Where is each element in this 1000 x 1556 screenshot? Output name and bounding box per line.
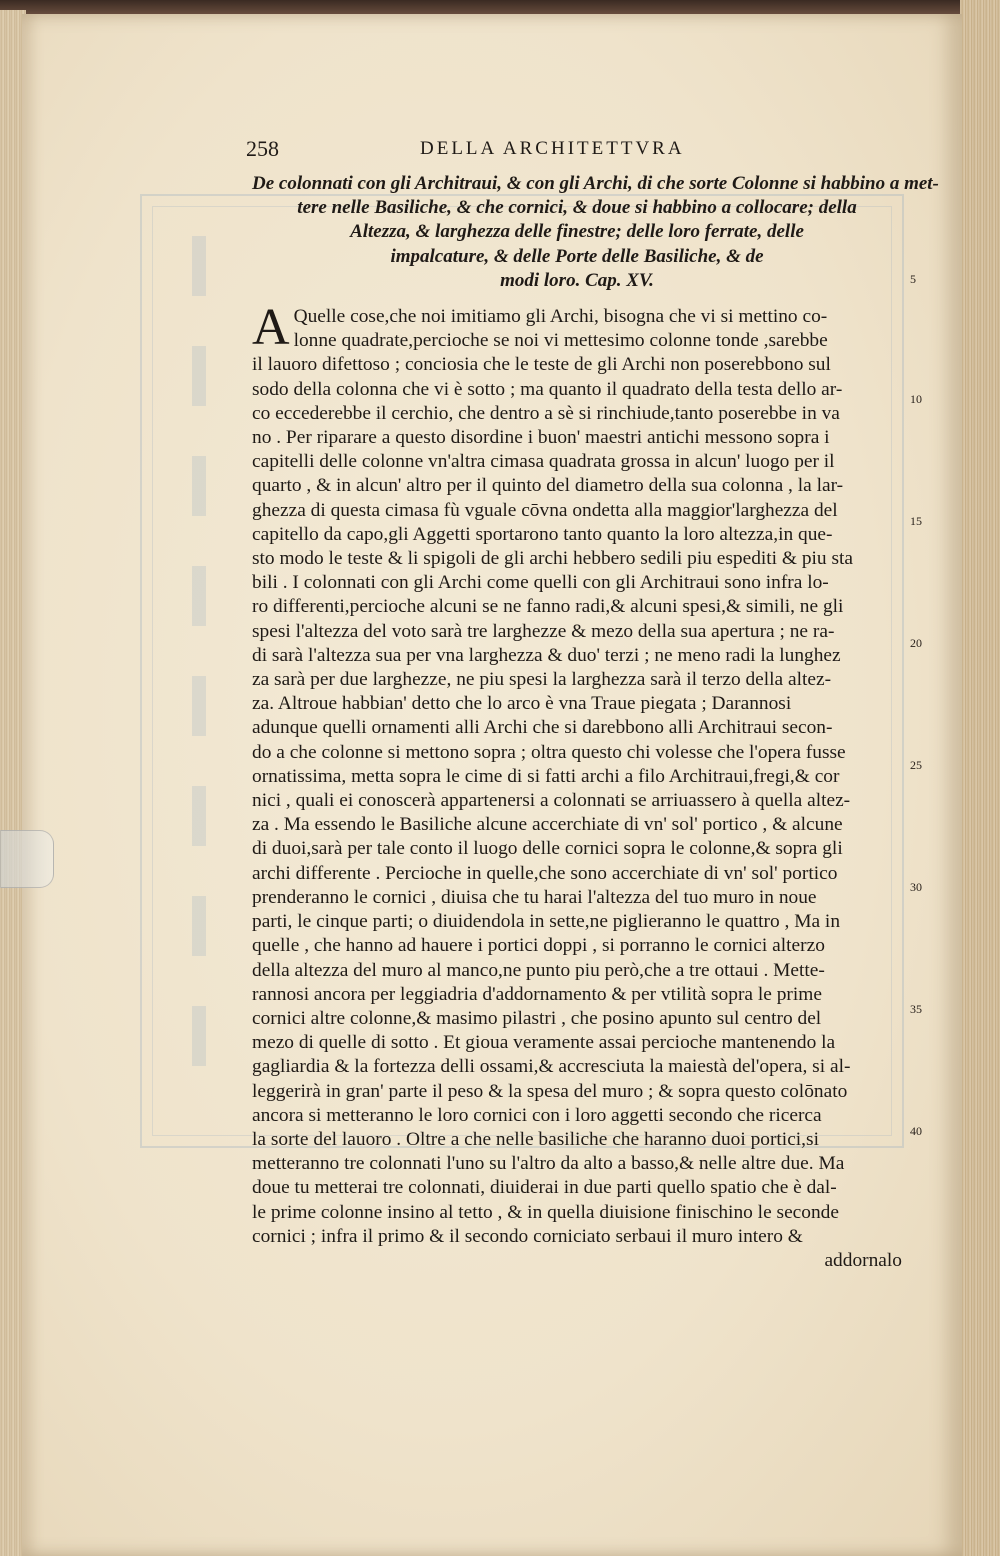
line-number: 5 <box>910 272 916 286</box>
text-line: za sarà per due larghezze, ne piu spesi la larghezza sarà il terzo della altez- <box>252 669 832 691</box>
page-clip <box>0 830 54 888</box>
text-line: leggerirà in gran' parte il peso & la spesa del muro ; & sopra questo colōnato <box>252 1080 848 1102</box>
text-line: za. Altroue habbian' detto che lo arco è vna Traue piegata ; Darannosi <box>252 693 792 715</box>
text-line: capitello da capo,gli Aggetti sportarono tanto quanto la loro altezza,in que- <box>252 523 833 545</box>
line-number: 15 <box>910 514 922 528</box>
text-line: di sarà l'altezza sua per vna larghezza & duo' terzi ; ne meno radi la lunghez <box>252 644 841 666</box>
text-line: il lauoro difettoso ; conciosia che le teste de gli Archi non poserebbono sul <box>252 354 831 376</box>
text-line: doue tu metterai tre colonnati, diuiderai in due parti quello spatio che è dal- <box>252 1177 837 1199</box>
right-page-edges <box>960 0 1000 1556</box>
text-line: le prime colonne insino al tetto , & in quella diuisione finischino le seconde <box>252 1201 839 1223</box>
heading-line: impalcature, & delle Porte delle Basiliche, & de <box>390 245 764 267</box>
line-number: 35 <box>910 1002 922 1016</box>
text-line: quelle , che hanno ad hauere i portici doppi , si porranno le cornici alterzo <box>252 935 825 957</box>
text-line: nici , quali ei conoscerà appartenersi a colonnati se arriuassero à quella altez- <box>252 790 851 812</box>
text-line: metteranno tre colonnati l'uno su l'altro da alto a basso,& nelle altre due. Ma <box>252 1153 845 1175</box>
line-number: 30 <box>910 880 922 894</box>
text-line: Quelle cose,che noi imitiamo gli Archi, bisogna che vi si mettino co- <box>293 306 828 328</box>
line-number: 10 <box>910 392 922 406</box>
text-line: lonne quadrate,percioche se noi vi mettesimo colonne tonde ,sarebbe <box>293 330 828 352</box>
heading-line: De colonnati con gli Architraui, & con gli Archi, di che sorte Colonne si habbino a met- <box>252 173 939 194</box>
page-number: 258 <box>246 136 279 161</box>
text-line: capitelli delle colonne vn'altra cimasa quadrata grossa in alcun' luogo per il <box>252 451 835 473</box>
text-line: gagliardia & la fortezza delli ossami,& accresciuta la maiestà del'opera, si al- <box>252 1056 851 1078</box>
drop-cap: A <box>252 299 290 357</box>
text-line: cornici ; infra il primo & il secondo corniciato serbaui il muro intero & <box>252 1225 803 1247</box>
running-title: DELLA ARCHITETTVRA <box>420 138 685 159</box>
text-line: mezo di quelle di sotto . Et gioua veramente assai percioche mantenendo la <box>252 1032 836 1054</box>
text-line: do a che colonne si mettono sopra ; oltra questo chi volesse che l'opera fusse <box>252 741 846 763</box>
text-line: ornatissima, metta sopra le cime di si fatti archi a filo Architraui,fregi,& cor <box>252 765 840 787</box>
text-line: cornici altre colonne,& masimo pilastri , che posino apunto sul centro del <box>252 1007 822 1029</box>
chapter-heading <box>252 172 939 293</box>
running-head <box>246 132 902 166</box>
text-line: prenderanno le cornici , diuisa che tu harai l'altezza del tuo muro in noue <box>252 886 817 908</box>
text-line: rannosi ancora per leggiadria d'addornamento & per vtilità sopra le prime <box>252 983 822 1005</box>
text-line: ro differenti,percioche alcuni se ne fanno radi,& alcuni spesi,& simili, ne gli <box>252 596 844 618</box>
heading-line: tere nelle Basiliche, & che cornici, & doue si habbino a collocare; della <box>297 197 857 219</box>
catchword: addornalo <box>824 1249 902 1271</box>
text-line: sto modo le teste & li spigoli de gli archi hebbero sedili piu espediti & piu sta <box>252 548 854 570</box>
book-page <box>22 14 962 1556</box>
text-line: no . Per riparare a questo disordine i buon' maestri antichi messono sopra i <box>252 427 830 449</box>
text-line: bili . I colonnati con gli Archi come quelli con gli Architraui sono infra lo- <box>252 572 829 594</box>
text-line: ancora si metteranno le loro cornici con i loro aggetti secondo che ricerca <box>252 1104 822 1126</box>
body-text <box>252 299 902 1273</box>
heading-line: Altezza, & larghezza delle finestre; delle loro ferrate, delle <box>350 221 804 243</box>
text-line: parti, le cinque parti; o diuidendola in sette,ne piglieranno le quattro , Ma in <box>252 911 841 933</box>
text-line: ghezza di questa cimasa fù vguale cōvna ondetta alla maggior'larghezza del <box>252 499 838 521</box>
text-line: della altezza del muro al manco,ne punto piu però,che a tre ottaui . Mette- <box>252 959 825 981</box>
text-line: la sorte del lauoro . Oltre a che nelle basiliche che haranno duoi portici,si <box>252 1128 819 1150</box>
text-line: spesi l'altezza del voto sarà tre larghezze & mezo della sua apertura ; ne ra- <box>252 620 835 642</box>
text-line: di duoi,sarà per tale conto il luogo delle cornici sopra le colonne,& sopra gli <box>252 838 843 860</box>
line-number: 40 <box>910 1124 922 1138</box>
line-number: 20 <box>910 636 922 650</box>
heading-line: modi loro. Cap. XV. <box>500 269 654 291</box>
text-line: archi differente . Percioche in quelle,che sono accerchiate di vn' sol' portico <box>252 862 838 884</box>
text-line: adunque quelli ornamenti alli Archi che si darebbono alli Architraui secon- <box>252 717 833 739</box>
text-line: za . Ma essendo le Basiliche alcune accerchiate di vn' sol' portico , & alcune <box>252 814 843 836</box>
text-line: co eccederebbe il cerchio, che dentro a sè si rinchiude,tanto poserebbe in va <box>252 402 840 424</box>
text-line: sodo della colonna che vi è sotto ; ma quanto il quadrato della testa dello ar- <box>252 378 843 400</box>
text-line: quarto , & in alcun' altro per il quinto del diametro della sua colonna , la lar- <box>252 475 844 497</box>
line-number: 25 <box>910 758 922 772</box>
